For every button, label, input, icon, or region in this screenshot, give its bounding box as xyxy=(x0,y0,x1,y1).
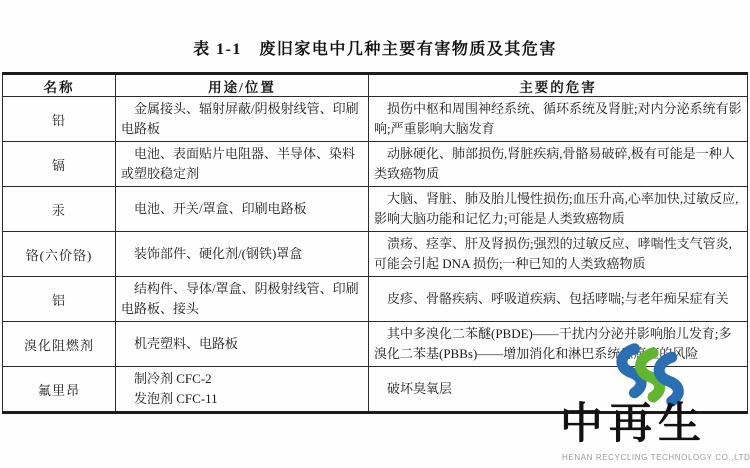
usage-line: 金属接头、辐射屏蔽/阴极射线管、印刷电路板 xyxy=(121,101,359,136)
substance-name-cell: 镉 xyxy=(3,142,116,187)
usage-location-cell xyxy=(116,97,369,142)
main-hazard-cell xyxy=(369,322,748,367)
table-row xyxy=(3,142,748,187)
main-hazard-cell xyxy=(369,187,748,232)
table-caption: 表 1-1 废旧家电中几种主要有害物质及其危害 xyxy=(193,41,557,58)
column-header-hazard: 主要的危害 xyxy=(369,74,748,97)
usage-location-cell xyxy=(116,367,369,413)
hazard-line: 其中多溴化二苯醚(PBDE)——干扰内分泌并影响胎儿发育;多溴化二苯基(PBBs)——增加消化和淋巴系统患癌症的风险 xyxy=(374,326,732,361)
usage-location-cell xyxy=(116,232,369,277)
hazard-line: 损伤中枢和周围神经系统、循环系统及肾脏;对内分泌系统有影响;严重影响大脑发育 xyxy=(374,101,742,136)
watermark-brand-text: 中再生 xyxy=(560,400,707,448)
usage-line: 电池、开关/罩盒、印刷电路板 xyxy=(134,201,307,216)
substance-name-cell: 溴化阻燃剂 xyxy=(3,322,116,367)
main-hazard-cell xyxy=(369,367,748,413)
main-hazard-cell xyxy=(369,97,748,142)
main-hazard-cell xyxy=(369,277,748,322)
hazard-line: 动脉硬化、肺部损伤,肾脏疾病,骨骼易破碎,极有可能是一种人类致癌物质 xyxy=(374,146,735,181)
usage-location-cell xyxy=(116,277,369,322)
hazard-line: 皮疹、骨骼疾病、呼吸道疾病、包括哮喘;与老年痴呆症有关 xyxy=(387,291,729,306)
hazard-line: 溃疡、痉挛、肝及肾损伤;强烈的过敏反应、哮喘性支气管炎,可能会引起 DNA 损伤;一种已知的人类致癌物质 xyxy=(374,236,732,271)
usage-location-cell xyxy=(116,322,369,367)
table-row xyxy=(3,187,748,232)
usage-line: 结构件、导体/罩盒、阴极射线管、印刷电路板、接头 xyxy=(121,281,359,316)
usage-line: 机壳塑料、电路板 xyxy=(134,336,239,351)
usage-line: 发泡剂 CFC-11 xyxy=(134,391,218,406)
usage-line: 制冷剂 CFC-2 xyxy=(134,371,212,386)
substance-name-cell: 氟里昂 xyxy=(3,367,116,413)
usage-location-cell xyxy=(116,187,369,232)
main-hazard-cell xyxy=(369,232,748,277)
table-row xyxy=(3,97,748,142)
substance-name-cell: 铝 xyxy=(3,277,116,322)
table-header-row xyxy=(3,74,748,97)
column-header-name: 名称 xyxy=(3,74,116,97)
watermark-company-subtext: HENAN RECYCLING TECHNOLOGY CO.,LTD xyxy=(562,453,750,462)
substance-name-cell: 汞 xyxy=(3,187,116,232)
usage-location-cell xyxy=(116,142,369,187)
usage-line: 电池、表面贴片电阻器、半导体、染料或塑胶稳定剂 xyxy=(121,146,356,181)
table-row xyxy=(3,232,748,277)
hazard-line: 破坏臭氧层 xyxy=(387,381,453,396)
usage-line: 装饰部件、硬化剂/(钢铁)罩盒 xyxy=(134,246,303,261)
hazard-substances-table xyxy=(2,72,748,414)
substance-name-cell: 铅 xyxy=(3,97,116,142)
hazard-line: 大脑、肾脏、肺及胎儿慢性损伤;血压升高,心率加快,过敏反应,影响大脑功能和记忆力;可能是人类致癌物质 xyxy=(374,191,739,226)
main-hazard-cell xyxy=(369,142,748,187)
table-row xyxy=(3,277,748,322)
table-row xyxy=(3,322,748,367)
substance-name-cell: 铬(六价铬) xyxy=(3,232,116,277)
table-row xyxy=(3,367,748,413)
column-header-usage: 用途/位置 xyxy=(116,74,369,97)
